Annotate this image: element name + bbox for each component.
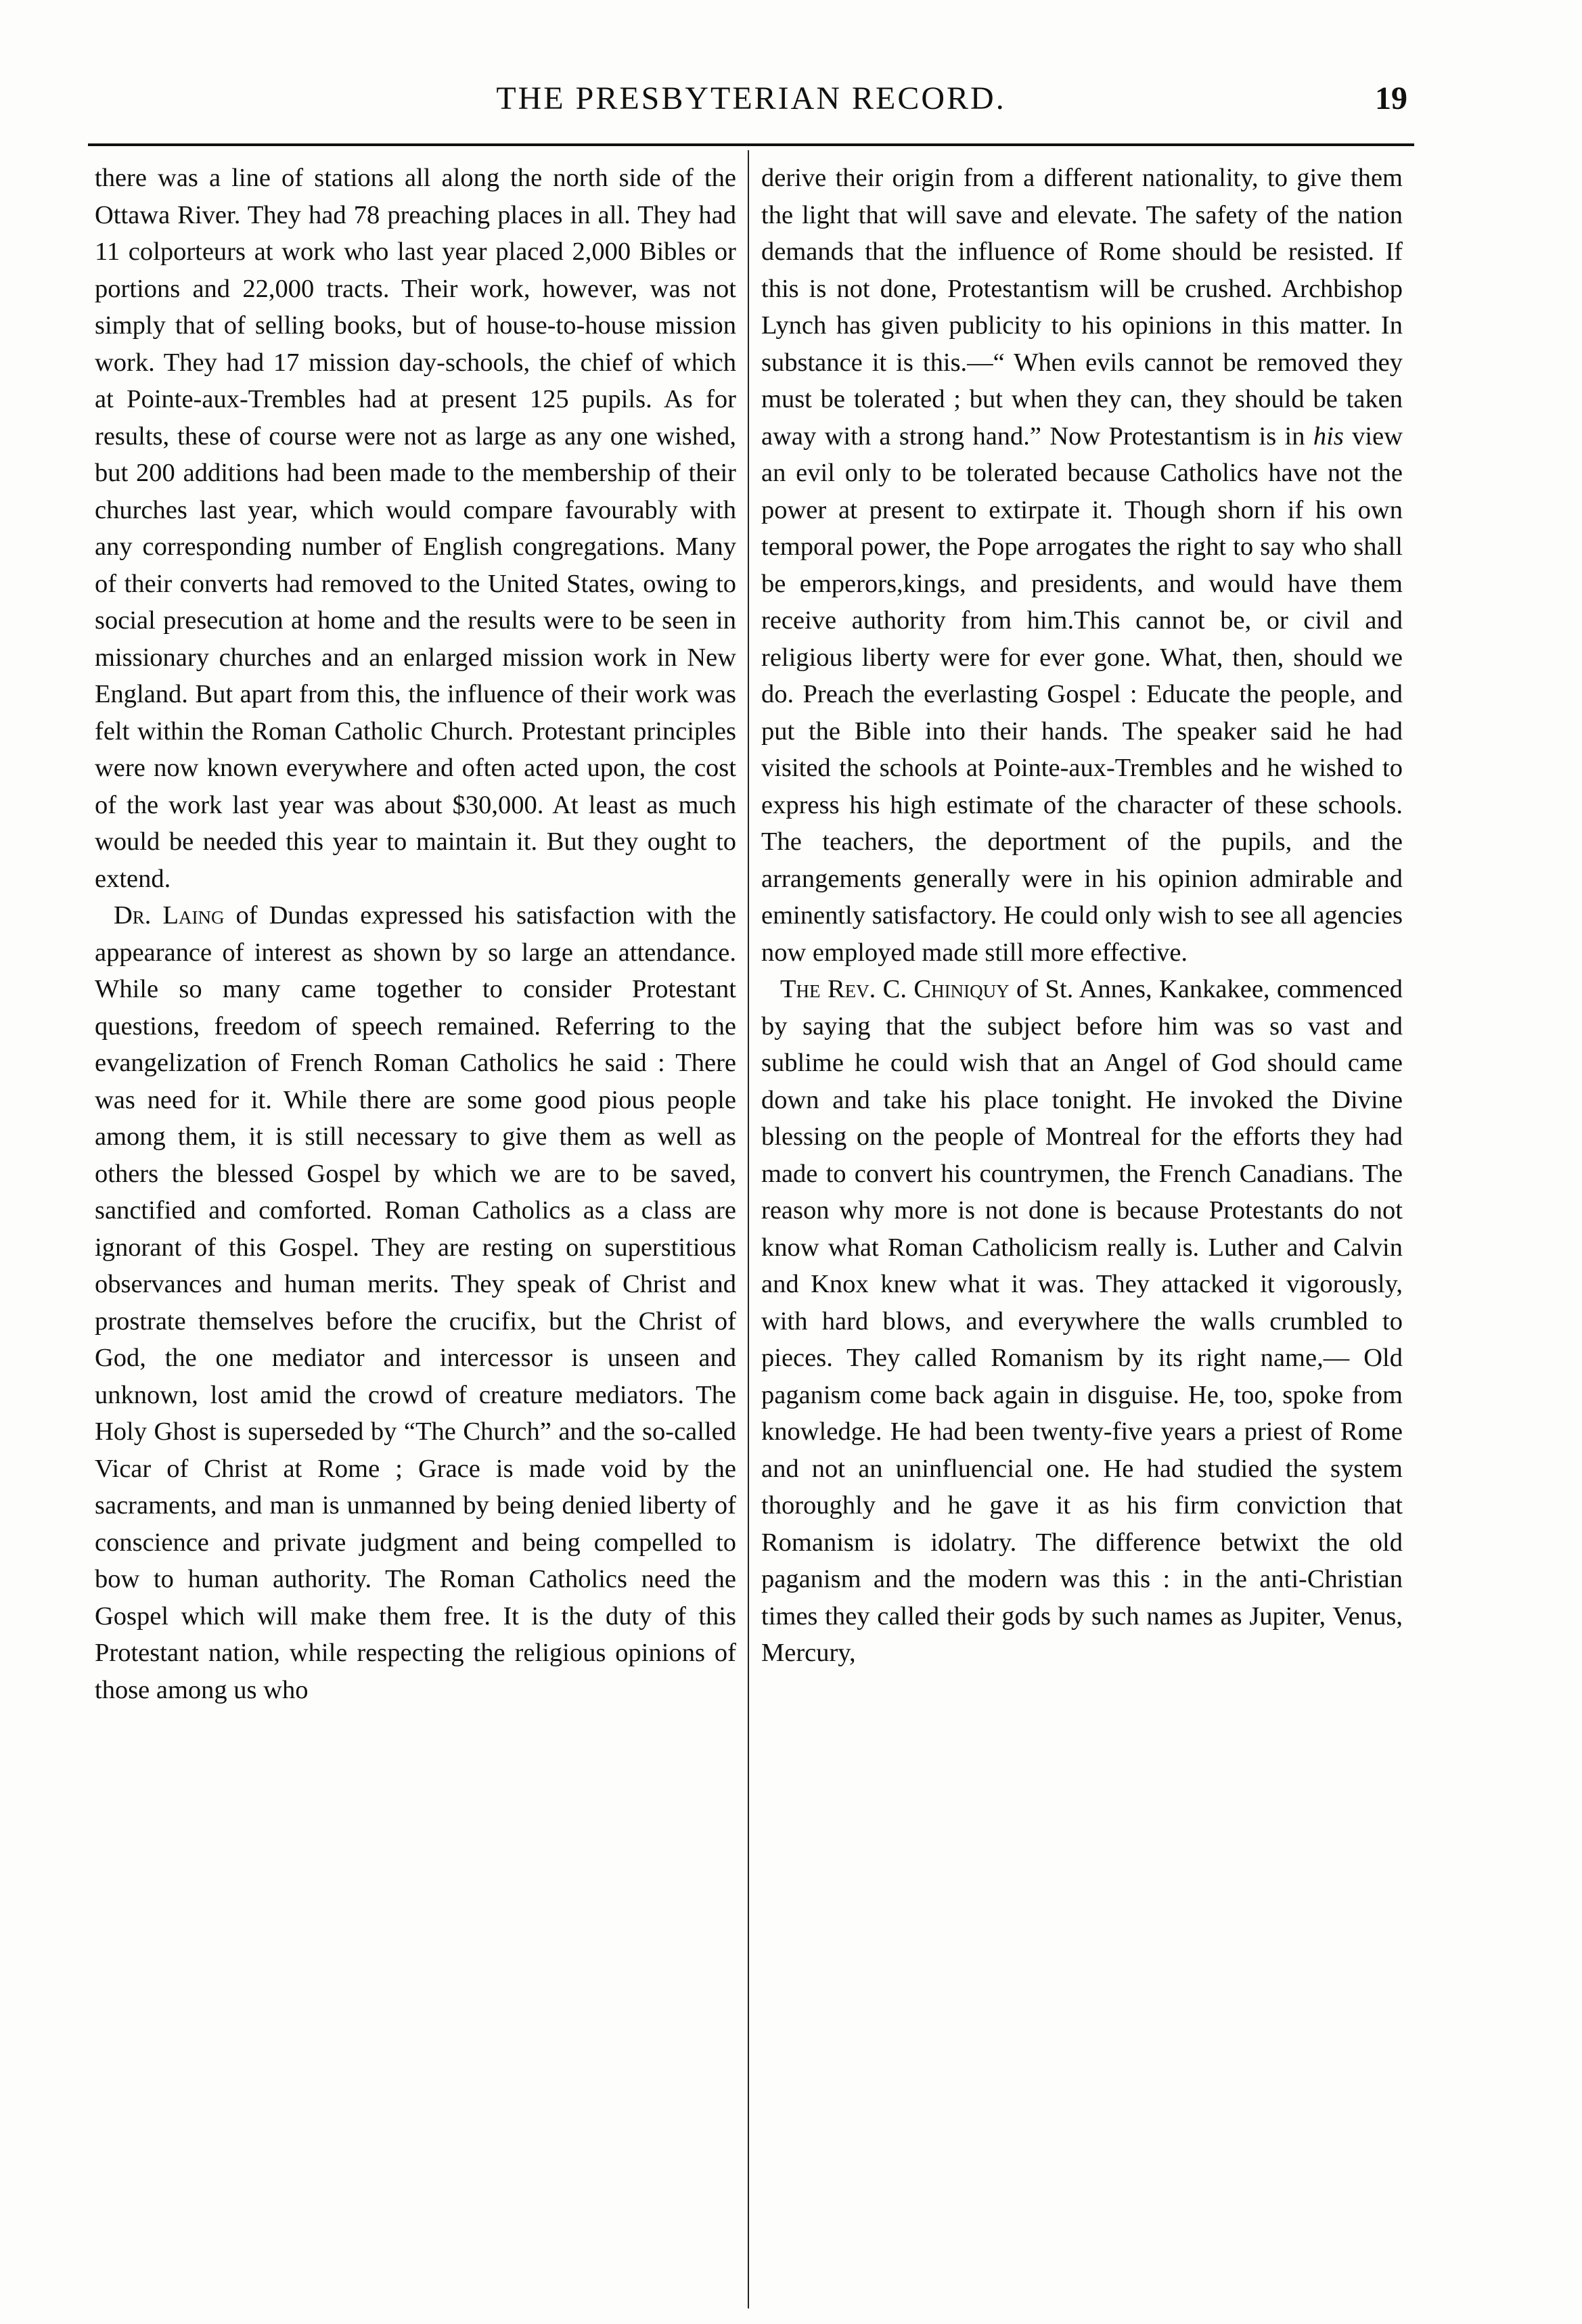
paragraph-text: of St. Annes, Kankakee, commenced by saying that the subject before him was so vast and sublime he could wish that an Angel of God should came down and take his place tonight. He invoked the Divine blessing on the people of Montreal for the efforts they had made to convert his countrymen, the French Canadians. The reason why more is not done is because Protestants do not know what Roman Catholicism really is. Luther and Calvin and Knox knew what it was. They attacked it vigorously, with hard blows, and everywhere the walls crumbled to pieces. They called Romanism by its right name,— Old paganism come back again in disguise. He, too, spoke from knowledge. He had been twenty-five years a priest of Rome and not an uninfluencial one. He had studied the system thoroughly and he gave it as his firm conviction that Romanism is idolatry. The difference betwixt the old paganism and the modern was this : in the anti-Christian times they called their gods by such names as Jupiter, Venus, Mercury, [761,975,1403,1667]
column-divider [748,150,749,2308]
right-paragraph-continued [761,160,1403,971]
header-rule [88,143,1414,146]
right-paragraph-chiniquy [761,971,1403,1672]
left-paragraph-continued: there was a line of stations all along the north side of the Ottawa River. They had 78 preaching places in all. They had 11 colporteurs at work who last year placed 2,000 Bibles or portions and 22,000 tracts. Their work, however, was not simply that of selling books, but of house-to-house mission work. They had 17 mission day-schools, the chief of which at Pointe-aux-Trembles had at present 125 pupils. As for results, these of course were not as large as any one wished, but 200 additions had been made to the membership of their churches last year, which would compare favourably with any corresponding number of English congregations. Many of their converts had removed to the United States, owing to social presecution at home and the results were to be seen in missionary churches and an enlarged mission work in New England. But apart from this, the influence of their work was felt within the Roman Catholic Church. Protestant principles were now known everywhere and often acted upon, the cost of the work last year was about $30,000. At least as much would be needed this year to maintain it. But they ought to extend. [95,164,736,893]
page-header [88,80,1414,127]
emphasis-text: his [1313,421,1344,451]
speaker-name: The Rev. C. Chiniquy [780,975,1010,1003]
paragraph-text: view an evil only to be tolerated because Catholics have not the power at present to extirpate it. Though shorn if his own temporal power, the Pope arrogates the right to say who shall be emperors,kings, and presidents, and would have them receive authority from him.This cannot be, or civil and religious liberty were for ever gone. What, then, should we do. Preach the everlasting Gospel : Educate the people, and put the Bible into their hands. The speaker said he had visited the schools at Pointe-aux-Trembles and he wished to express his high estimate of the character of these schools. The teachers, the deportment of the pupils, and the arrangements generally were in his opinion admirable and eminently satisfactory. He could only wish to see all agencies now employed made still more effective. [761,421,1403,967]
running-title: THE PRESBYTERIAN RECORD. [496,81,1006,116]
right-column [761,160,1403,2311]
paragraph-text: of Dundas expressed his satisfaction with the appearance of interest as shown by so large an attendance. While so many came together to consider Protestant questions, freedom of speech remained. Referring to the evangelization of French Roman Catholics he said : There was need for it. While there are some good pious people among them, it is still necessary to give them as well as others the blessed Gospel by which we are to be saved, sanctified and comforted. Roman Catholics as a class are ignorant of this Gospel. They are resting on superstitious observances and human merits. They speak of Christ and prostrate themselves before the crucifix, but the Christ of God, the one mediator and intercessor is unseen and unknown, lost amid the crowd of creature mediators. The Holy Ghost is superseded by “The Church” and the so-called Vicar of Christ at Rome ; Grace is made void by the sacraments, and man is unmanned by being denied liberty of conscience and private judgment and being compelled to bow to human authority. The Roman Catholics need the Gospel which will make them free. It is the duty of this Protestant nation, while respecting the religious opinions of those among us who [95,901,736,1704]
paragraph-text: derive their origin from a different nationality, to give them the light that will save and elevate. The safety of the nation demands that the influence of Rome should be resisted. If this is not done, Protestantism will be crushed. Archbishop Lynch has given publicity to his opinions in this matter. In substance it is this.—“ When evils cannot be removed they must be tolerated ; but when they can, they should be taken away with a strong hand.” Now Protestantism is in [761,164,1403,451]
speaker-name: Dr. Laing [114,901,225,930]
left-paragraph-dr-laing [95,897,736,1708]
left-column [95,160,736,2311]
page-number: 19 [1375,81,1407,116]
